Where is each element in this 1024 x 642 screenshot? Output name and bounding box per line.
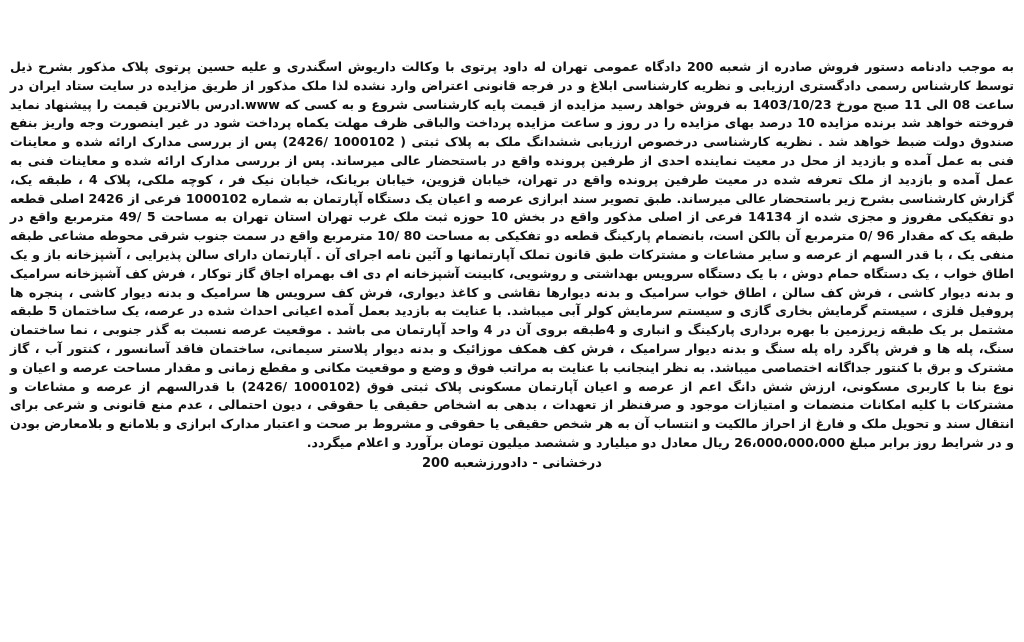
court-auction-notice xyxy=(10,58,1014,474)
notice-body-text: به موجب دادنامه دستور فروش صادره از شعبه 200 دادگاه عمومی تهران له داود پرتوی با وکالت داریوش اسگندری و علیه حسین پرتوی پلاک مذکور بشرح ذیل توسط کارشناس رسمی دادگستری ارزیابی و نظریه کارشناسی ابلاغ و در فرجه قانونی اعتراض وارد نشده لذا ملک مذکور از طریق مزایده در سایت ستاد ایران در ساعت 08 الی 11 صبح مورخ 1403/10/23 به فروش خواهد رسید مزایده از قیمت پایه کارشناسی شروع و به کسی که www.ادرس بالاترین قیمت را پیشنهاد نماید فروخته خواهد شد برنده مزایده 10 درصد بهای مزایده را در روز و ساعت مزایده پرداخت والباقی ظرف مهلت یکماه پرداخت شود در غیر اینصورت وجه واریز بنفع صندوق دولت ضبط خواهد شد . نظریه کارشناسی درخصوص ارزیابی ششدانگ ملک به پلاک ثبتی ( 1000102 /2426) پس از بررسی مدارک ارائه شده و معاینات فنی به عمل آمده و بازدید از محل در معیت نماینده احدی از طرفین پرونده واقع در باستحضار عالی میرساند. پس از بررسی مدارک ارائه شده و معاینات فنی به عمل آمده و بازدید از ملک تعرفه شده در معیت طرفین پرونده واقع در تهران، خیابان قزوین، خیابان بریانک، خیابان نیک فر ، کوچه ملکی، پلاک 4 ، طبقه یک، گزارش کارشناسی بشرح زیر باستحضار عالی میرساند. طبق تصویر سند ابرازی عرصه و اعیان یک دستگاه آپارتمان به شماره 1000102 فرعی از 2426 اصلی قطعه دو تفکیکی مفروز و مجزی شده از 14134 فرعی از اصلی مذکور واقع در بخش 10 حوزه ثبت ملک غرب تهران استان تهران به مساحت 5 /49 مترمربع واقع در طبقه یک که مقدار 96 /0 مترمربع آن بالکن است، بانضمام پارکینگ قطعه دو تفکیکی به مساحت 80 /10 مترمربع واقع در سمت جنوب شرقی محوطه مشاعی طبقه منفی یک ، با قدر السهم از عرصه و سایر مشاعات و مشترکات طبق قانون تملک آپارتمانها و آئین نامه اجرای آن . آپارتمان دارای سالن پذیرایی ، آشپزخانه باز و یک اطاق خواب ، یک دستگاه حمام دوش ، با یک دستگاه سرویس بهداشتی و روشویی، کابینت آشپزخانه ام دی اف بهمراه اجاق گاز توکار ، فرش کف آشپزخانه سرامیک و بدنه دیوار کاشی ، فرش کف سالن ، اطاق خواب سرامیک و بدنه دیوارها نقاشی و کاغذ دیواری، فرش کف سرویس ها سرامیک و بدنه دیوار کاشی ، پنجره ها پروفیل فلزی ، سیستم گرمایش بخاری گازی و سیستم سرمایش کولر آبی میباشد. با عنایت به بازدید بعمل آمده اعیانی احداث شده در عرصه، یک ساختمان 5 طبقه مشتمل بر یک طبقه زیرزمین با بهره برداری پارکینگ و انباری و 4طبقه بروی آن در 4 واحد آپارتمان می باشد . موقعیت عرصه نسبت به گذر جنوبی ، نما ساختمان سنگ، پله ها و فرش پاگرد راه پله سنگ و بدنه دیوار سرامیک ، فرش کف همکف موزائیک و بدنه دیوار پلاستر سیمانی، ساختمان فاقد آسانسور ، کنتور آب ، گاز مشترک و برق با کنتور جداگانه اختصاصی میباشد. به نظر اینجانب با عنایت به مراتب فوق و وضع و موقعیت مکانی و مقطع زمانی و مقدار مساحت عرصه و اعیان و نوع بنا با کاربری مسکونی، ارزش شش دانگ اعم از عرصه و اعیان آپارتمان مسکونی پلاک ثبتی فوق (1000102 /2426) با قدرالسهم از عرصه و مشاعات و مشترکات با کلیه امکانات منضمات و امتیازات موجود و صرفنظر از تعهدات ، بدهی به اشخاص حقیقی یا حقوقی ، دیون احتمالی ، عدم منع قانونی و شرعی برای انتقال سند و تحویل ملک و فارغ از احراز مالکیت و انتساب آن به هر شخص حقیقی یا حقوقی و مشروط بر صحت و اعتبار مدارک ابرازی و بلامانع و بلامعارض بودن و در شرایط روز برابر مبلغ 26،000،000،000 ریال معادل دو میلیارد و ششصد میلیون تومان برآورد و اعلام میگردد. xyxy=(10,59,1015,450)
notice-signature: درخشانی - دادورزشعبه 200 xyxy=(422,455,602,471)
